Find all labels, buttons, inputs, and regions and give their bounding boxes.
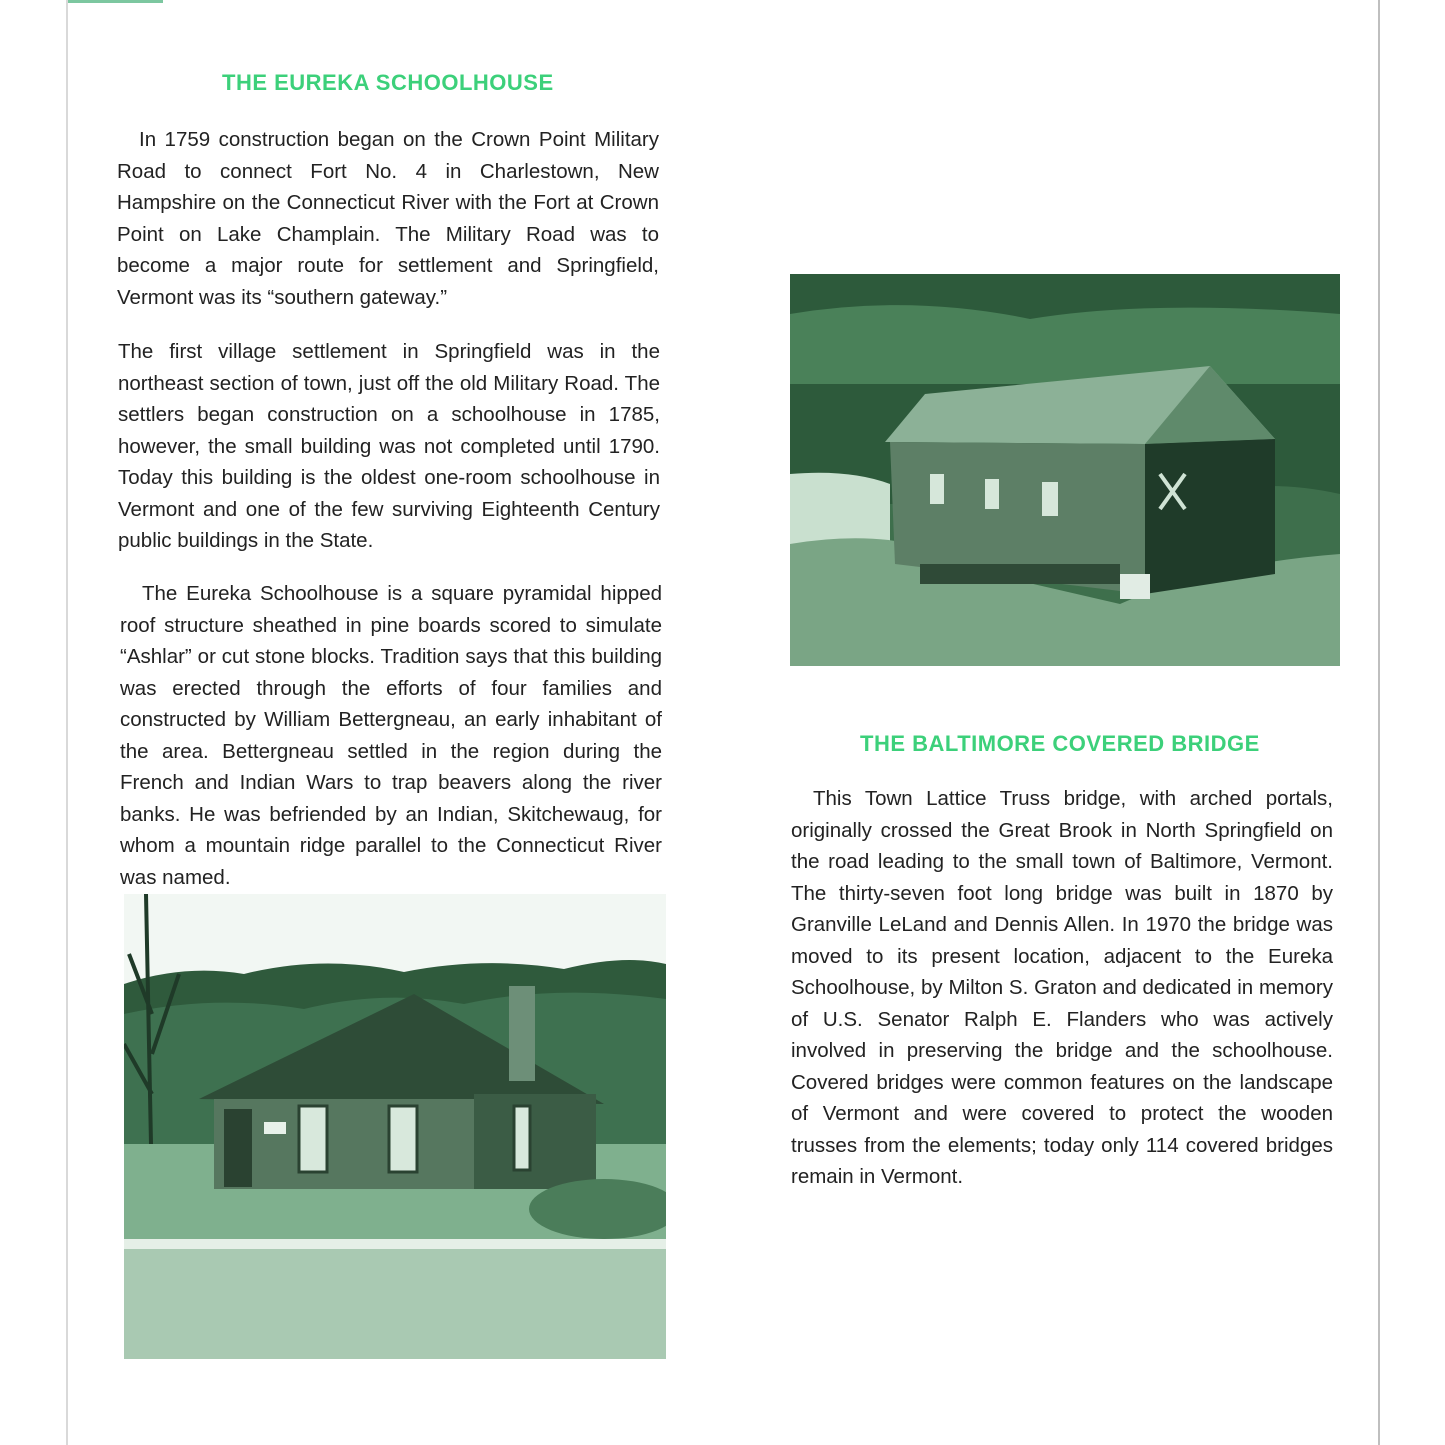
baltimore-covered-bridge-heading: THE BALTIMORE COVERED BRIDGE <box>860 731 1260 756</box>
bridge-paragraph-1: This Town Lattice Truss bridge, with arched portals, originally crossed the Great Brook in North Springfield on the road leading to the small town of Baltimore, Vermont. The thirty-seven foot long bridge was built in 1870 by Granville LeLand and Dennis Allen. In 1970 the bridge was moved to its present location, adjacent to the Eureka Schoolhouse, by Milton S. Graton and dedicated in memory of U.S. Senator Ralph E. Flanders who was actively involved in preserving the bridge and the schoolhouse. Covered bridges were common features on the landscape of Vermont and were covered to protect the wooden trusses from the elements; today only 114 covered bridges remain in Vermont. <box>791 787 1333 1188</box>
eureka-schoolhouse-heading: THE EUREKA SCHOOLHOUSE <box>222 70 554 95</box>
page-edge-left <box>66 0 68 1445</box>
page-edge-right <box>1378 0 1380 1445</box>
covered-bridge-photo <box>790 274 1340 666</box>
eureka-paragraph-1: In 1759 construction began on the Crown Point Military Road to connect Fort No. 4 in Charlestown, New Hampshire on the Connecticut River with the Fort at Crown Point on Lake Champlain. The Military Road was to become a major route for settlement and Springfield, Vermont was its “southern gateway.” <box>117 128 659 309</box>
page-top-mark <box>68 0 163 3</box>
eureka-paragraph-2: The first village settlement in Springfield was in the northeast section of town, just off the old Military Road. The settlers began construction on a schoolhouse in 1785, however, the small building was not completed until 1790. Today this building is the oldest one-room schoolhouse in Vermont and one of the few surviving Eighteenth Century public buildings in the State. <box>118 340 660 552</box>
eureka-paragraph-3: The Eureka Schoolhouse is a square pyramidal hipped roof structure sheathed in pine boards scored to simulate “Ashlar” or cut stone blocks. Tradition says that this building was erected through the efforts of four families and constructed by William Bettergneau, an early inhabitant of the area. Bettergneau settled in the region during the French and Indian Wars to trap beavers along the river banks. He was befriended by an Indian, Skitchewaug, for whom a mountain ridge parallel to the Connecticut River was named. <box>120 582 662 889</box>
eureka-schoolhouse-photo <box>124 894 666 1359</box>
